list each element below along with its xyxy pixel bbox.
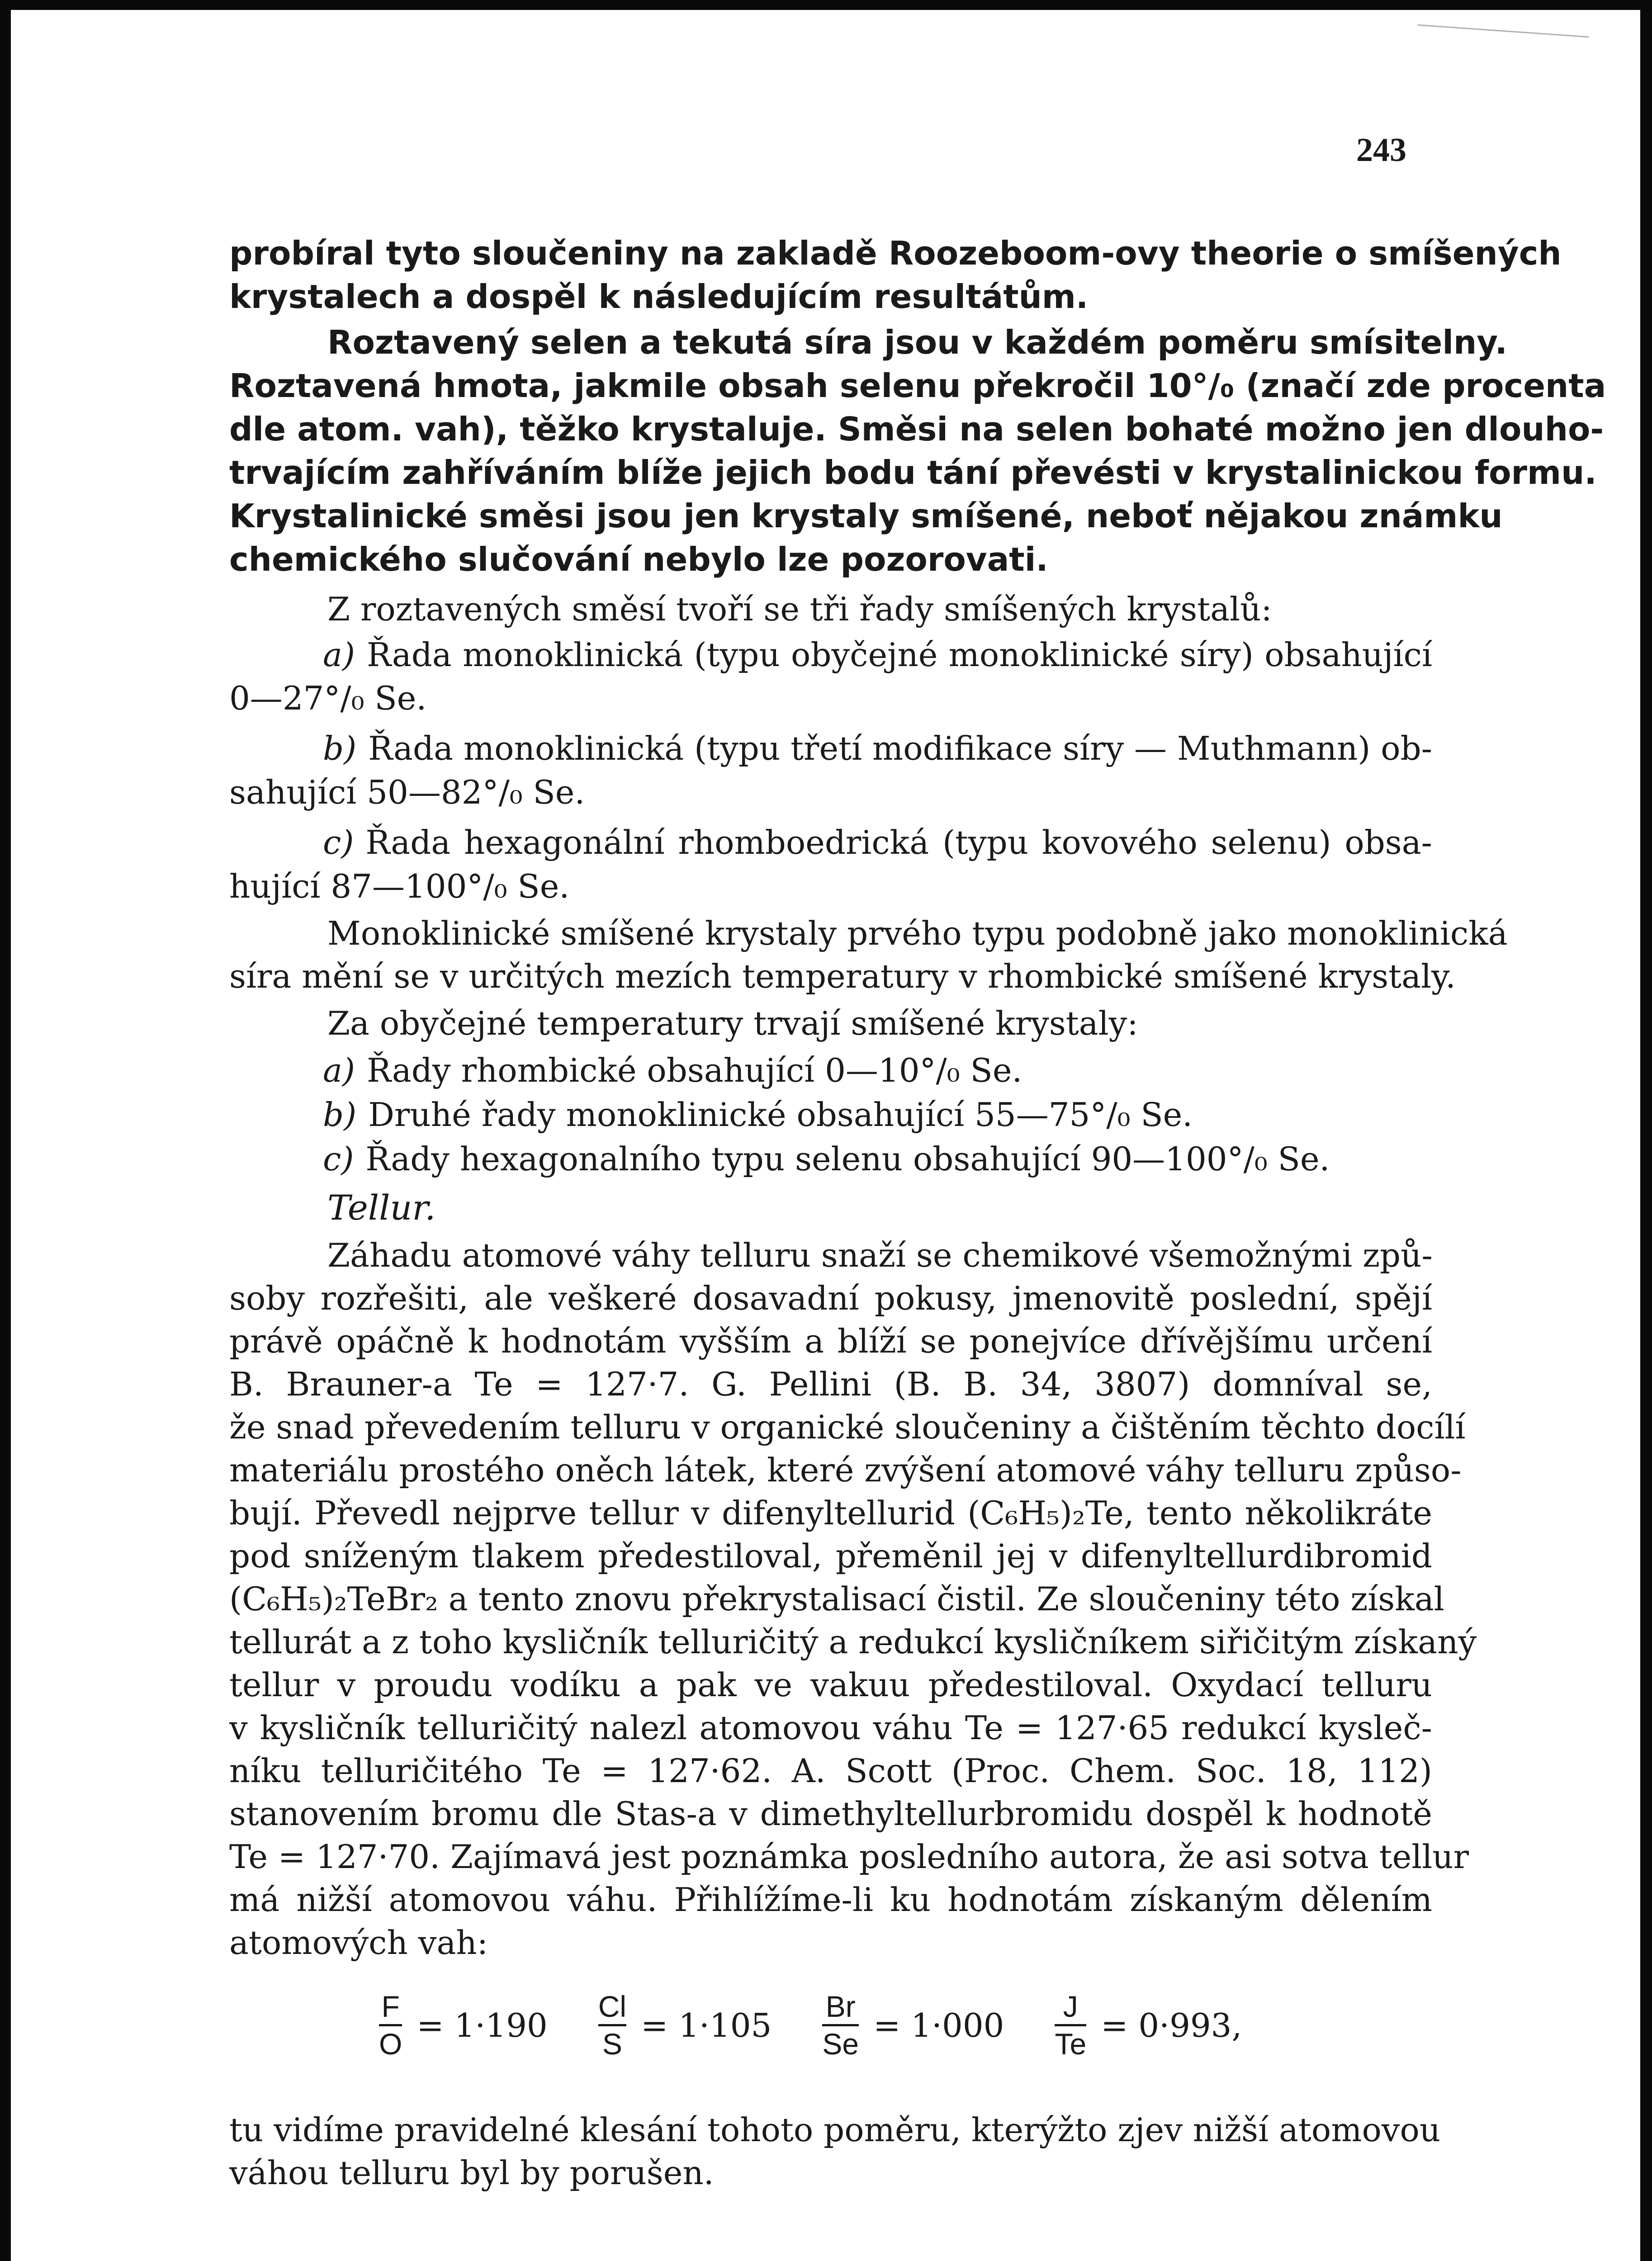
fraction-denominator: Te — [1055, 2027, 1087, 2061]
fraction-value: = 1·190 — [417, 2006, 548, 2044]
text-line: bují. Převedl nejprve tellur v difenyltellurid (C₆H₅)₂Te, tento několikráte — [229, 1494, 1432, 1532]
text-line: Krystalinické směsi jsou jen krystaly smíšené, neboť nějakou známku — [229, 497, 1503, 535]
fraction-value: = 1·000 — [873, 2006, 1004, 2044]
text-line: že snad převedením telluru v organické sloučeniny a čištěním těchto docílí — [229, 1408, 1466, 1446]
list-item — [323, 1094, 1193, 1135]
fraction-numerator: F — [381, 1990, 400, 2023]
list-text: Řady rhombické obsahující 0—10°/₀ Se. — [367, 1051, 1022, 1089]
list-marker: b) — [323, 729, 357, 767]
text-line: Te = 127·70. Zajímavá jest poznámka posledního autora, že asi sotva tellur — [229, 1838, 1469, 1876]
fraction — [822, 1990, 859, 2061]
fraction-value: = 1·105 — [641, 2006, 772, 2044]
list-marker: a) — [323, 636, 355, 674]
list-text: Druhé řady monoklinické obsahující 55—75°/₀ Se. — [368, 1096, 1193, 1134]
fraction-bar — [598, 2024, 626, 2026]
text-line: stanovením bromu dle Stas-a v dimethyltellurbromidu dospěl k hodnotě — [229, 1795, 1432, 1833]
fraction-denominator: S — [602, 2027, 622, 2061]
list-text: Řady hexagonalního typu selenu obsahující 90—100°/₀ Se. — [365, 1140, 1330, 1178]
ratio-equations — [373, 1990, 1242, 2061]
list-text: Řada monoklinická (typu obyčejné monoklinické síry) obsahující — [367, 636, 1432, 674]
list-item — [323, 634, 1432, 676]
list-text: Řada monoklinická (typu třetí modifikace síry — Muthmann) ob- — [368, 729, 1432, 767]
fraction-bar — [1055, 2024, 1086, 2026]
list-marker: a) — [323, 1051, 355, 1089]
text-line: Monoklinické smíšené krystaly prvého typu podobně jako monoklinická — [327, 914, 1508, 952]
list-text: Řada hexagonální rhomboedrická (typu kovového selenu) obsa- — [365, 823, 1432, 861]
text-line: soby rozřešiti, ale veškeré dosavadní pokusy, jmenovitě poslední, spějí — [229, 1279, 1432, 1317]
text-line: pod sníženým tlakem předestiloval, přeměnil jej v difenyltellurdibromid — [229, 1537, 1432, 1575]
text-line: probíral tyto sloučeniny na zakladě Roozeboom-ovy theorie o smíšených — [229, 234, 1562, 272]
text-line: krystalech a dospěl k následujícím resultátům. — [229, 278, 1089, 316]
fraction-denominator: O — [379, 2027, 402, 2061]
fraction-numerator: J — [1063, 1990, 1078, 2023]
fraction — [598, 1990, 626, 2061]
text-line: tellur v proudu vodíku a pak ve vakuu předestiloval. Oxydací telluru — [229, 1666, 1432, 1704]
list-item — [323, 728, 1432, 769]
fraction — [1055, 1990, 1086, 2061]
text-line: síra mění se v určitých mezích temperatury v rhombické smíšené krystaly. — [229, 957, 1456, 995]
list-marker: c) — [323, 823, 354, 861]
list-item — [323, 822, 1432, 863]
list-marker: b) — [323, 1096, 357, 1134]
text-line: Roztavený selen a tekutá síra jsou v každém poměru smísitelny. — [327, 323, 1507, 361]
list-item — [323, 1050, 1022, 1091]
text-line: (C₆H₅)₂TeBr₂ a tento znovu překrystalisací čistil. Ze sloučeniny této získal — [229, 1580, 1444, 1618]
fraction — [379, 1990, 402, 2061]
text-line: Záhadu atomové váhy telluru snaží se chemikové všemožnými způ- — [327, 1236, 1433, 1274]
fraction-numerator: Cl — [598, 1990, 627, 2023]
text-line: právě opáčně k hodnotám vyšším a blíží se ponejvíce dřívějšímu určení — [229, 1322, 1432, 1360]
fraction-value: = 0·993, — [1101, 2006, 1242, 2044]
text-line: trvajícím zahříváním blíže jejich bodu tání převésti v krystalinickou formu. — [229, 454, 1597, 492]
fraction-bar — [379, 2024, 402, 2026]
list-marker: c) — [323, 1140, 354, 1178]
text-line: tu vidíme pravidelné klesání tohoto poměru, kterýžto zjev nižší atomovou — [229, 2111, 1441, 2149]
text-line: Z roztavených směsí tvoří se tři řady smíšených krystalů: — [327, 590, 1272, 628]
text-line: dle atom. vah), těžko krystaluje. Směsi na selen bohaté možno jen dlouho- — [229, 410, 1604, 448]
scan-artifact — [1417, 24, 1589, 38]
text-line: Za obyčejné temperatury trvají smíšené krystaly: — [327, 1004, 1138, 1042]
text-line: B. Brauner-a Te = 127·7. G. Pellini (B. B. 34, 3807) domníval se, — [229, 1365, 1432, 1403]
text-line: tellurát a z toho kysličník telluričitý a redukcí kysličníkem siřičitým získaný — [229, 1623, 1477, 1661]
text-line: níku telluričitého Te = 127·62. A. Scott (Proc. Chem. Soc. 18, 112) — [229, 1752, 1432, 1790]
text-line: chemického slučování nebylo lze pozorovati. — [229, 540, 1048, 578]
page-number: 243 — [1356, 132, 1406, 169]
list-item — [323, 1138, 1330, 1180]
text-line: sahující 50—82°/₀ Se. — [229, 773, 585, 811]
fraction-bar — [822, 2024, 859, 2026]
section-heading: Tellur. — [327, 1187, 436, 1228]
text-line: v kysličník telluričitý nalezl atomovou váhu Te = 127·65 redukcí kysleč- — [229, 1709, 1432, 1747]
text-line: váhou telluru byl by porušen. — [229, 2154, 714, 2192]
text-line: 0—27°/₀ Se. — [229, 679, 427, 717]
fraction-denominator: Se — [822, 2027, 859, 2061]
text-line: má nižší atomovou váhu. Přihlížíme-li ku hodnotám získaným dělením — [229, 1881, 1432, 1919]
text-line: materiálu prostého oněch látek, které zvýšení atomové váhy telluru způso- — [229, 1451, 1462, 1489]
text-line: atomových vah: — [229, 1924, 488, 1962]
text-line: hující 87—100°/₀ Se. — [229, 867, 570, 905]
text-line: Roztavená hmota, jakmile obsah selenu překročil 10°/₀ (značí zde procenta — [229, 367, 1606, 405]
fraction-numerator: Br — [825, 1990, 856, 2023]
